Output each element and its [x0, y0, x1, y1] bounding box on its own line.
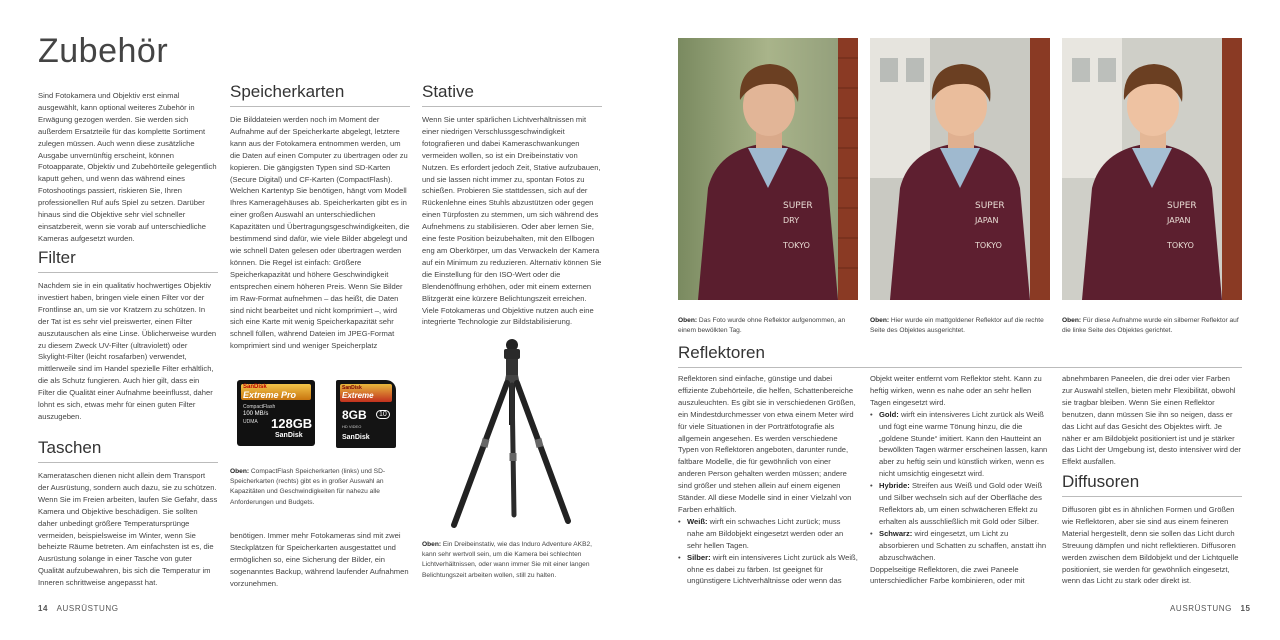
cf-card-image [237, 380, 315, 446]
cf-line: Extreme Pro [243, 390, 297, 400]
diffusoren-paragraph: Diffusoren gibt es in ähnlichen Formen und Größen wie Reflektoren, aber sie sind aus einem feineren Material hergestellt, denn sie sollen das Licht durch Streuung dämpfen und nicht reflektieren. Diffusoren werden zwischen dem Bildobjekt und der Lichtquelle positioniert, sie werden für gewöhnlich eingesetzt, wenn das Licht zu stark oder direkt ist. [1062, 505, 1239, 586]
hoodie-print-3: TOKYO [975, 241, 1002, 250]
schwarz-item [870, 528, 1050, 564]
taschen-paragraph: Kamerataschen dienen nicht allein dem Transport der Ausrüstung, sondern auch dazu, sie zu schützen. Wenn Sie im Freien arbeiten, laufen Sie Gefahr, dass Kamera und Objektive beschädigen. Sie sollten daher unbedingt größere Temperatursprünge vermeiden, beispielsweise im Winter, wenn Sie beheizte Räume betreten. Am einfachsten ist es, die Ausrüstung solange in einer Tasche von guter Qualität aufzubewahren, bis sich die Temperatur im Inneren schrittweise angepasst hat. [38, 471, 218, 588]
silber-item [678, 552, 858, 588]
sd-capacity: 8GB [342, 408, 367, 422]
photo-caption-2-lead: Oben: [870, 317, 890, 324]
left-page-number: 14 [38, 604, 49, 613]
hoodie-print-2: DRY [783, 216, 800, 225]
silber-lead: Silber: [687, 552, 711, 562]
cf-brand-bottom: SanDisk [275, 432, 303, 439]
hybride-text: Streifen aus Weiß und Gold oder Weiß und Silber wechseln sich auf der Oberfläche des Reflektors ab, um einen schwächeren Effekt zu erhalten als ausschließlich mit Gold oder Silber. [879, 481, 1043, 526]
hybride-lead: Hybride: [879, 481, 910, 491]
right-footer [1170, 604, 1251, 613]
diffusoren-heading: Diffusoren [1062, 472, 1242, 497]
gold-text: wirft ein intensiveres Licht zurück als Weiß und fügt eine warme Tönung hinzu, die die „goldene Stunde“ imitiert. Kann den Hautteint an bewölkten Tagen wärmer erscheinen lassen, kann aber zu heftig sein und künstlich wirken, wenn es nicht umsichtig eingesetzt wird. [879, 409, 1048, 479]
hybride-item [870, 480, 1050, 528]
photo-caption-3 [1062, 316, 1242, 336]
speicher-paragraph-2: benötigen. Immer mehr Fotokameras sind mit zwei Steckplätzen für Speicherkarten ausgestattet und ermöglichen so, eine Sicherung der Bilder, ein sogenanntes Backup, während laufender Aufnahmen vorzunehmen. [230, 531, 409, 588]
taschen-heading: Taschen [38, 438, 218, 463]
photo-caption-1 [678, 316, 858, 336]
speicher-heading: Speicherkarten [230, 82, 410, 107]
hoodie-print-1: SUPER [783, 201, 813, 211]
hoodie-print-3: TOKYO [783, 241, 810, 250]
photo-caption-3-text: Für diese Aufnahme wurde ein silberner Reflektor auf die linke Seite des Objektes gerichtet. [1062, 317, 1239, 335]
cards-caption-lead: Oben: [230, 468, 250, 475]
cf-udma: UDMA [243, 419, 258, 425]
weiss-item [678, 516, 858, 552]
reflektoren-col2-intro: Objekt weiter entfernt vom Reflektor steht. Kann zu heftig wirken, wenn es nahe oder an sehr hellen Tagen eingesetzt wird. [870, 374, 1042, 407]
reflektoren-intro: Reflektoren sind einfache, günstige und dabei effiziente Zubehörteile, die helfen, Schattenbereiche auszuleuchten. Es gibt sie in verschiedenen Größen, ein Mindestdurchmesser von etwa einem Meter wird für viele Situationen in der Porträtfotografie als allgemein angesehen. Es werden verschiedene Typen von Reflektoren angeboten, darunter runde, faltbare Modelle, die für gewöhnlich von einer anderen Person gehalten werden müssen; andere sind größer und stehen allein auf einem eigenen Ständer. All diese Modelle sind in einer Vielzahl von Farben erhältlich. [678, 374, 856, 514]
page-title: Zubehör [38, 32, 169, 70]
sd-card-image [336, 380, 396, 448]
sd-brand-bottom: SanDisk [342, 434, 370, 441]
gold-lead: Gold: [879, 409, 899, 419]
left-footer [38, 604, 119, 613]
hoodie-print-3: TOKYO [1167, 241, 1194, 250]
silber-text: wirft ein intensiveres Licht zurück als Weiß, ohne es dabei zu färben. Ist geeignet für ungünstigere Lichtverhältnisse oder wenn das [687, 552, 858, 586]
photo-caption-1-lead: Oben: [678, 317, 698, 324]
tripod-caption-lead: Oben: [422, 541, 442, 548]
left-section-label: AUSRÜSTUNG [56, 604, 119, 613]
hoodie-print-2: JAPAN [1167, 216, 1191, 225]
filter-heading: Filter [38, 248, 218, 273]
photo-caption-2-text: Hier wurde ein mattgoldener Reflektor auf die rechte Seite des Objektes ausgerichtet. [870, 317, 1044, 335]
cards-caption [230, 467, 410, 508]
hoodie-print-1: SUPER [975, 201, 1005, 211]
schwarz-lead: Schwarz: [879, 528, 913, 538]
gold-item [870, 409, 1050, 480]
reflektoren-col2-end: Doppelseitige Reflektoren, die zwei Paneele unterschiedlicher Farbe kombinieren, oder mit [870, 564, 1025, 586]
sd-hd: HD VIDEO [342, 424, 362, 429]
hoodie-print-1: SUPER [1167, 201, 1197, 211]
reflektoren-col3: abnehmbaren Paneelen, die drei oder vier Farben zur Auswahl stellen, bieten mehr Flexibilität, obwohl sie tragbar bleiben. Wenn Sie einen Reflektor benutzen, dann müssen Sie ihn so neigen, dass er das Licht auf das Gesicht des Objektes wirft. Je näher er am Bildobjekt positioniert ist und je stärker das Licht der Umgebung ist, desto intensiver wird der Effekt ausfallen. [1062, 374, 1241, 467]
cf-capacity: 128GB [271, 416, 313, 431]
cf-brand: SanDisk [243, 384, 267, 390]
filter-paragraph: Nachdem sie in ein qualitativ hochwertiges Objektiv investiert haben, bringen viele einen Filter vor der Frontlinse an, um sie vor Kratzern zu schützen. In der Tat ist es sehr viel preiswerter, einen Filter auszutauschen als eine Linse. Üblicherweise wurden zu diesem Zweck UV-Filter (ultraviolett) oder Skylight-Filter (leicht rosafarben) verwendet, mittlerweile sind im Handel spezielle Filter erhältlich, die als Schutz fungieren. Auch hier gilt, dass ein Filter die Qualität einer Aufnahme beeinflusst, daher lohnt es sich, etwas mehr für einen guten Filter auszugeben. [38, 281, 217, 421]
right-page-number: 15 [1240, 604, 1251, 613]
intro-paragraph: Sind Fotokamera und Objektiv erst einmal ausgewählt, kann optional weiteres Zubehör in Erwägung gezogen werden. Sie werden sich außerdem Ersatzteile für das komplette Sortiment zulegen müssen. Auch wenn diese zusätzliche Ausgabe unvernünftig erscheint, können Fotoapparate, Objektiv und Zubehörteile gelegentlich kaputt gehen, und wenn das während eines Fotoshootings passiert, riskieren Sie, Ihren professionellen Ruf aufs Spiel zu setzen. Darüber hinaus sind die Objektive sehr viel schneller einsatzbereit, wenn sie vorab auf unterschiedliche Kameras aufgesetzt wurden. [38, 91, 217, 243]
sd-class: 10 [376, 410, 390, 419]
schwarz-text: wird eingesetzt, um Licht zu absorbieren und Schatten zu schaffen, anstatt ihn abzuschwächen. [879, 528, 1047, 562]
tripod-image [440, 335, 580, 530]
portrait-photo-2 [870, 38, 1050, 300]
photo-caption-3-lead: Oben: [1062, 317, 1082, 324]
right-section-label: AUSRÜSTUNG [1170, 604, 1233, 613]
stative-paragraph: Wenn Sie unter spärlichen Lichtverhältnissen mit einer niedrigen Verschlussgeschwindigkeit fotografieren und dabei Kameraschwankungen vermeiden wollen, so ist ein Dreibeinstativ von Nutzen. Es erfordert jedoch Zeit, Stative aufzubauen, und sie lassen nicht immer zu, spontan Fotos zu schießen. Probieren Sie stattdessen, sich auf der Rückenlehne eines Stuhls abzustützen oder gegen einen Türpfosten zu stemmen, um sich während des Aufnehmens zu stabilisieren. Oder aber lernen Sie, eine feste Position beizubehalten, mit den Ellbogen eng am Oberkörper, um das Verwackeln der Kamera auf ein Minimum zu reduzieren. Alternativ können Sie die Einstellung für den ISO-Wert oder die Blendenöffnung erhöhen, oder mit einem externen Blitzgerät eine kürzere Belichtungszeit erreichen. Viele Fotokameras und Objektive nutzen auch eine integrierte Technologie zur Bildstabilisierung. [422, 115, 602, 327]
cf-speed: 100 MB/s [243, 411, 269, 417]
weiss-text: wirft ein schwaches Licht zurück; muss nahe am Bildobjekt eingesetzt werden oder an sehr hellen Tagen. [687, 516, 844, 550]
cards-caption-text: CompactFlash Speicherkarten (links) und SD-Speicherkarten (rechts) gibt es in großer Auswahl an Kapazitäten und Geschwindigkeiten für nahezu alle Anforderungen und Budgets. [230, 468, 386, 506]
sd-brand: SanDisk [342, 385, 362, 391]
speicher-paragraph: Die Bilddateien werden noch im Moment der Aufnahme auf der Speicherkarte abgelegt, letztere kann aus der Fotokamera entnommen werden, um die Daten auf einen Computer zu übertragen oder zu kopieren. Die gängigsten Typen sind SD-Karten (Secure Digital) und CF-Karten (CompactFlash). Welchen Kartentyp Sie benötigen, hängt vom Modell Ihres Kameragehäuses ab. Speicherkarten gibt es in einer großen Auswahl an unterschiedlichen Kapazitäten und Übertragungsgeschwindigkeiten, die bestimmend sind dafür, wie viele Bilder abgelegt und wie schnell Daten gelesen oder übertragen werden können. Die Regel ist einfach: Größere Speicherkapazität und höhere Geschwindigkeit entsprechen einem höheren Preis. Wenn Sie Bilder im Raw-Format aufnehmen – das heißt, die Daten sind nicht bearbeitet und nicht komprimiert –, wird sich eine Karte mit wenig Speicherkapazität sehr schnell füllen, während Dateien im JPEG-Format komprimiert sind und weniger Speicherplatz [230, 115, 410, 351]
photo-caption-2 [870, 316, 1050, 336]
reflektoren-heading: Reflektoren [678, 343, 1242, 368]
sd-line: Extreme [342, 391, 374, 400]
photo-caption-1-text: Das Foto wurde ohne Reflektor aufgenommen, an einem bewölkten Tag. [678, 317, 846, 335]
cf-spec: CompactFlash [243, 404, 276, 410]
reflektoren-col1 [678, 373, 858, 587]
portrait-photo-3 [1062, 38, 1242, 300]
portrait-photo-1 [678, 38, 858, 300]
tripod-caption [422, 540, 602, 581]
stative-heading: Stative [422, 82, 602, 107]
hoodie-print-2: JAPAN [975, 216, 999, 225]
weiss-lead: Weiß: [687, 516, 708, 526]
reflektoren-col2 [870, 373, 1050, 587]
tripod-caption-text: Ein Dreibeinstativ, wie das Induro Adventure AKB2, kann sehr wertvoll sein, um die Kamera bei schlechten Lichtverhältnissen, oder wann immer Sie mit einer langen Belichtungszeit arbeiten wollen, still zu halten. [422, 541, 592, 579]
